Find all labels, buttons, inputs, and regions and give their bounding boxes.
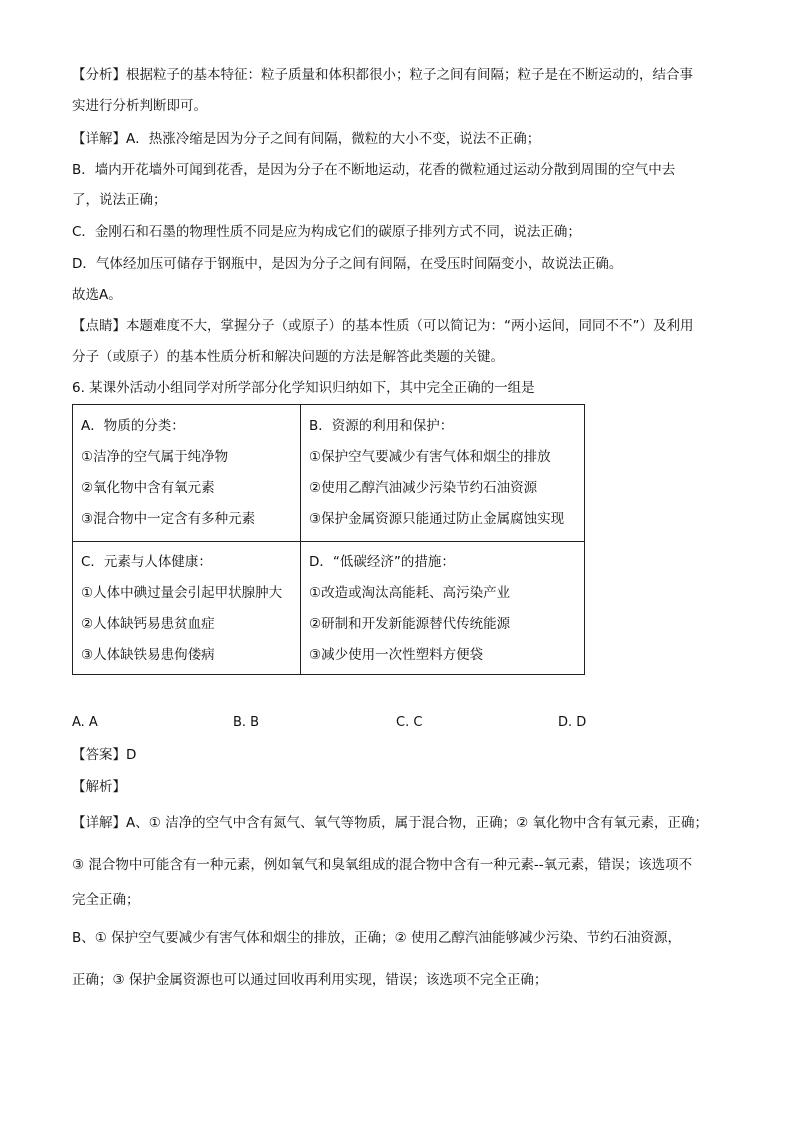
detail-d: D．气体经加压可储存于钢瓶中，是因为分子之间有间隔，在受压时间隔变小，故说法正确。 [72,256,623,272]
option-c: C. C [396,715,423,730]
analysis-text-cont: 实进行分析判断即可。 [72,98,207,114]
cell-b-item-3: ③保护金属资源只能通过防止金属腐蚀实现 [309,511,565,527]
cell-c-item-3: ③人体缺铁易患佝偻病 [81,647,215,663]
cell-d-title: D．“低碳经济”的措施： [309,554,455,570]
cell-a-item-3: ③混合物中一定含有多种元素 [81,511,256,527]
cell-a-title: A．物质的分类： [81,418,185,434]
answer-label: 【答案】D [72,747,137,763]
table-cell-a [73,405,300,541]
conclusion: 故选A。 [72,287,122,303]
detail-c: C．金刚石和石墨的物理性质不同是应为构成它们的碳原子排列方式不同，说法正确； [72,224,581,240]
explanation-line-4: B、① 保护空气要减少有害气体和烟尘的排放，正确；② 使用乙醇汽油能够减少污染、节约石油资源， [72,930,682,946]
option-b: B. B [233,715,260,730]
cell-d-item-3: ③减少使用一次性塑料方便袋 [309,647,484,663]
cell-c-item-2: ②人体缺钙易患贫血症 [81,616,215,632]
option-a: A. A [72,715,98,730]
tip: 【点睛】本题难度不大，掌握分子（或原子）的基本性质（可以简记为：“两小运间，同同不不”）及利用 [72,318,694,334]
cell-c-title: C．元素与人体健康： [81,554,212,570]
question-6: 6. 某课外活动小组同学对所学部分化学知识归纳如下，其中完全正确的一组是 [72,380,535,396]
explanation-line-3: 完全正确； [72,892,140,908]
explanation-line-1: 【详解】A、① 洁净的空气中含有氮气、氧气等物质，属于混合物，正确；② 氧化物中含有氧元素，正确； [72,815,709,831]
cell-a-item-1: ①洁净的空气属于纯净物 [81,449,229,465]
detail-b: B．墙内开花墙外可闻到花香，是因为分子在不断地运动，花香的微粒通过运动分散到周围的空气中去 [72,162,676,178]
detail-b-cont: 了，说法正确； [72,192,167,208]
table-cell-c [73,542,300,674]
cell-d-item-2: ②研制和开发新能源替代传统能源 [309,616,511,632]
option-d: D. D [558,715,587,730]
detail-a: 【详解】A．热涨冷缩是因为分子之间有间隔，微粒的大小不变，说法不正确； [72,131,541,147]
analysis-text: 【分析】根据粒子的基本特征：粒子质量和体积都很小；粒子之间有间隔；粒子是在不断运动的，结合事 [72,67,693,83]
cell-b-item-2: ②使用乙醇汽油减少污染节约石油资源 [309,480,538,496]
knowledge-table [72,404,585,675]
table-cell-d [301,542,584,674]
tip-cont: 分子（或原子）的基本性质分析和解决问题的方法是解答此类题的关键。 [72,349,504,365]
cell-c-item-1: ①人体中碘过量会引起甲状腺肿大 [81,585,283,601]
table-cell-b [301,405,584,541]
analysis-label: 【解析】 [72,779,126,795]
cell-b-item-1: ①保护空气要减少有害气体和烟尘的排放 [309,449,551,465]
cell-d-item-1: ①改造或淘汰高能耗、高污染产业 [309,585,511,601]
cell-b-title: B．资源的利用和保护： [309,418,454,434]
explanation-line-5: 正确；③ 保护金属资源也可以通过回收再利用实现，错误；该选项不完全正确； [72,972,548,988]
cell-a-item-2: ②氧化物中含有氧元素 [81,480,215,496]
explanation-line-2: ③ 混合物中可能含有一种元素，例如氧气和臭氧组成的混合物中含有一种元素--氧元素，错误；该选项不 [72,857,693,873]
